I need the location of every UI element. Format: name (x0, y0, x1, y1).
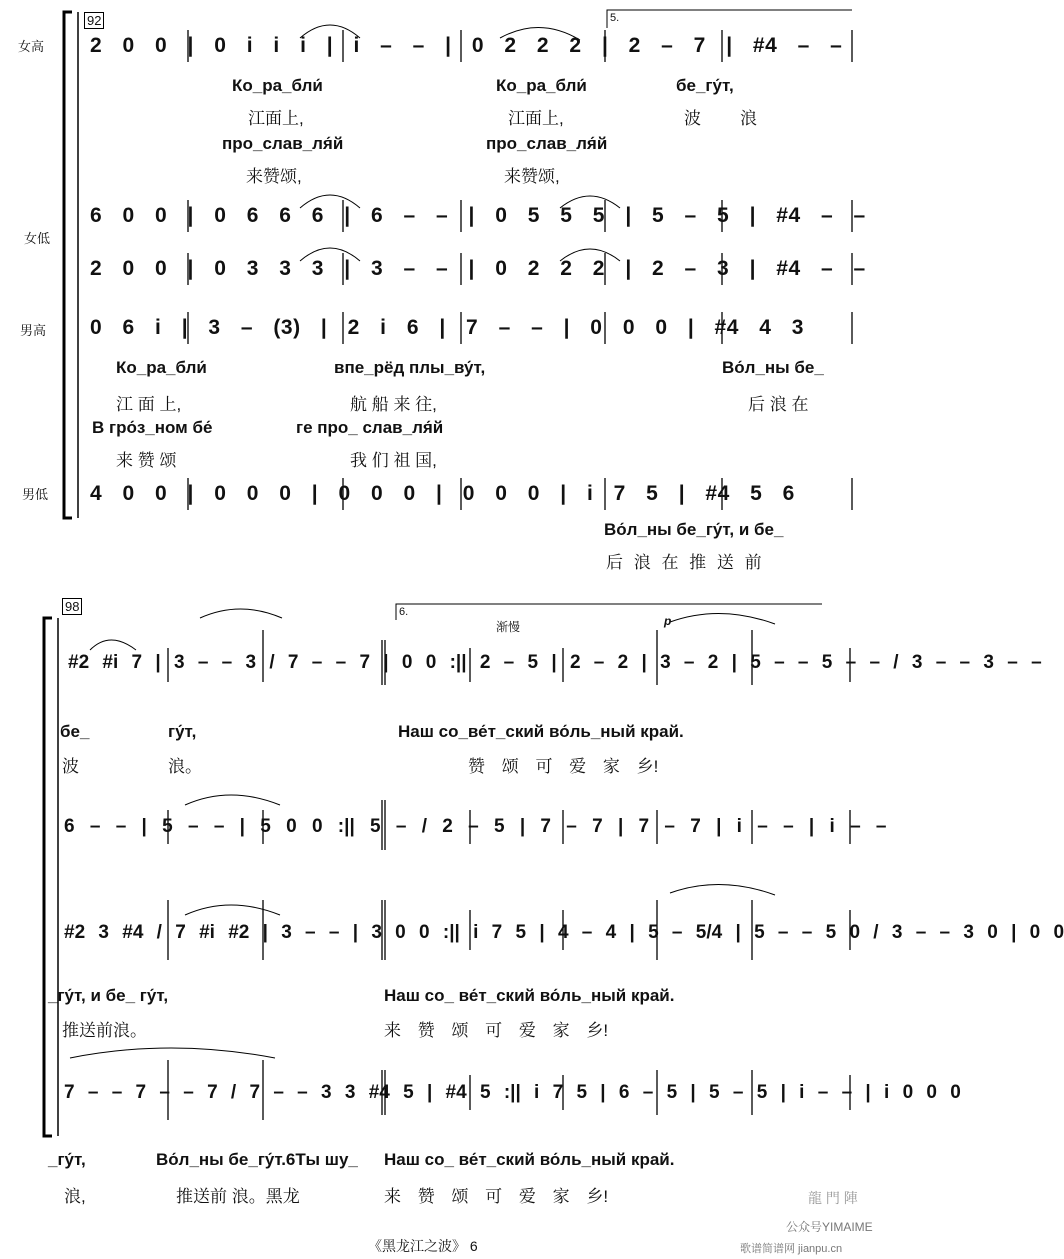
part-label-bass: 男低 (22, 487, 49, 502)
watermark-site: 歌谱简谱网 jianpu.cn (740, 1243, 843, 1255)
lyric-ru: В гро́з_ном бе́ (92, 418, 213, 437)
rehearsal-mark-92: 92 (84, 12, 104, 29)
volta-6: 6. (399, 606, 409, 618)
part-label-alto: 女低 (24, 231, 51, 246)
lyric-cn: 江面上, (508, 109, 564, 128)
watermark-logo: 龍 門 陣 (808, 1190, 858, 1206)
lyric-ru: Во́л_ны бе_гу́т.6Ты шу_ (156, 1150, 358, 1169)
part-label-soprano: 女高 (18, 39, 45, 54)
lyric-cn: 来 赞 颂 (116, 451, 177, 470)
lyric-cn: 波 (62, 757, 79, 776)
lyric-cn: 江面上, (248, 109, 304, 128)
part-label-tenor: 男高 (20, 323, 47, 338)
lyric-ru: бе_гу́т, (676, 76, 734, 95)
alto-notes-2: 6 – – | 5 – – | 5 0 0 :|| 5 – / 2 – 5 | 7 – 7 | 7 – 7 | i – – | i – – (64, 816, 887, 837)
lyric-ru: Ко_ра_бли́ (116, 358, 207, 377)
lyric-ru: Ко_ра_бли́ (232, 76, 323, 95)
lyric-ru: Наш со_ ве́т_ский во́ль_ный край. (384, 1150, 675, 1169)
bass-notes: 4 0 0 | 0 0 0 | 0 0 0 | 0 0 0 | i 7 5 | #4 5 6 (90, 482, 795, 505)
alto2-notes: 2 0 0 | 0 3 3 3 | 3 – – | 0 2 2 2 | 2 – 3 | #4 – – (90, 257, 866, 280)
lyric-ru: про_слав_ля́й (222, 134, 344, 153)
lyric-ru: Во́л_ны бе_гу́т, и бе_ (604, 520, 784, 539)
lyric-ru: Наш со_ ве́т_ский во́ль_ный край. (384, 986, 675, 1005)
lyric-cn: 我 们 祖 国, (350, 451, 437, 470)
tenor-notes-2: #2 3 #4 / 7 #i #2 | 3 – – | 3 0 0 :|| i 7 5 | 4 – 4 | 5 – 5/4 | 5 – – 5 0 / 3 – – 3 0 | 0 0 (64, 922, 1064, 943)
lyric-cn: 推送前浪。 (62, 1021, 147, 1040)
lyric-cn: 浪。 (168, 757, 202, 776)
lyric-cn: 来赞颂, (246, 167, 302, 186)
lyric-cn: 江 面 上, (116, 395, 182, 414)
lyric-ru: _гу́т, и бе_ гу́т, (48, 986, 169, 1005)
lyric-cn: 后 浪 在 推 送 前 (606, 553, 762, 572)
soprano-notes-2: #2 #i 7 | 3 – – 3 / 7 – – 7 | 0 0 :|| 2 – 5 | 2 – 2 | 3 – 2 | 5 – – 5 – – / 3 – – 3 – – (68, 652, 1042, 673)
lyric-ru: бе_ (60, 722, 90, 741)
lyric-ru: Наш со_ве́т_ский во́ль_ный край. (398, 722, 684, 741)
lyric-cn: 来赞颂, (504, 167, 560, 186)
lyric-cn: 浪 (740, 109, 757, 128)
lyric-ru: про_слав_ля́й (486, 134, 608, 153)
lyric-ru: _гу́т, (48, 1150, 86, 1169)
lyric-ru: Ко_ра_бли́ (496, 76, 587, 95)
lyric-ru: Во́л_ны бе_ (722, 358, 824, 377)
lyric-cn: 浪, (64, 1187, 86, 1206)
tempo-marking: 渐慢 (496, 620, 521, 634)
rehearsal-mark-98: 98 (62, 598, 82, 615)
lyric-cn: 波 (684, 109, 701, 128)
lyric-cn: 来 赞 颂 可 爱 家 乡! (384, 1187, 609, 1206)
lyric-ru: впе_рёд плы_ву́т, (334, 358, 486, 377)
soprano-notes: 2 0 0 | 0 i i i | i – – | 0 2 2 2 | 2 – 7 | #4 – – (90, 34, 843, 57)
bass-notes-2: 7 – – 7 – – 7 / 7 – – 3 3 #4 5 | #4 5 :|| i 7 5 | 6 – 5 | 5 – 5 | i – – | i 0 0 0 (64, 1082, 961, 1103)
alto1-notes: 6 0 0 | 0 6 6 6 | 6 – – | 0 5 5 5 | 5 – 5 | #4 – – (90, 204, 866, 227)
dynamic-p: p (664, 614, 672, 628)
footer-title: 《黑龙江之波》 6 (368, 1238, 478, 1254)
volta-5: 5. (610, 12, 620, 24)
lyric-cn: 推送前 浪。黑龙 (176, 1187, 300, 1206)
lyric-cn: 赞 颂 可 爱 家 乡! (468, 757, 659, 776)
lyric-cn: 来 赞 颂 可 爱 家 乡! (384, 1021, 609, 1040)
tenor-notes: 0 6 i | 3 – (3) | 2 i 6 | 7 – – | 0 0 0 | #4 4 3 (90, 316, 804, 339)
lyric-cn: 后 浪 在 (748, 395, 809, 414)
lyric-cn: 航 船 来 往, (350, 395, 437, 414)
lyric-ru: гу́т, (168, 722, 197, 741)
lyric-ru: ге про_ слав_ля́й (296, 418, 444, 437)
watermark-account: 公众号YIMAIME (786, 1220, 873, 1234)
